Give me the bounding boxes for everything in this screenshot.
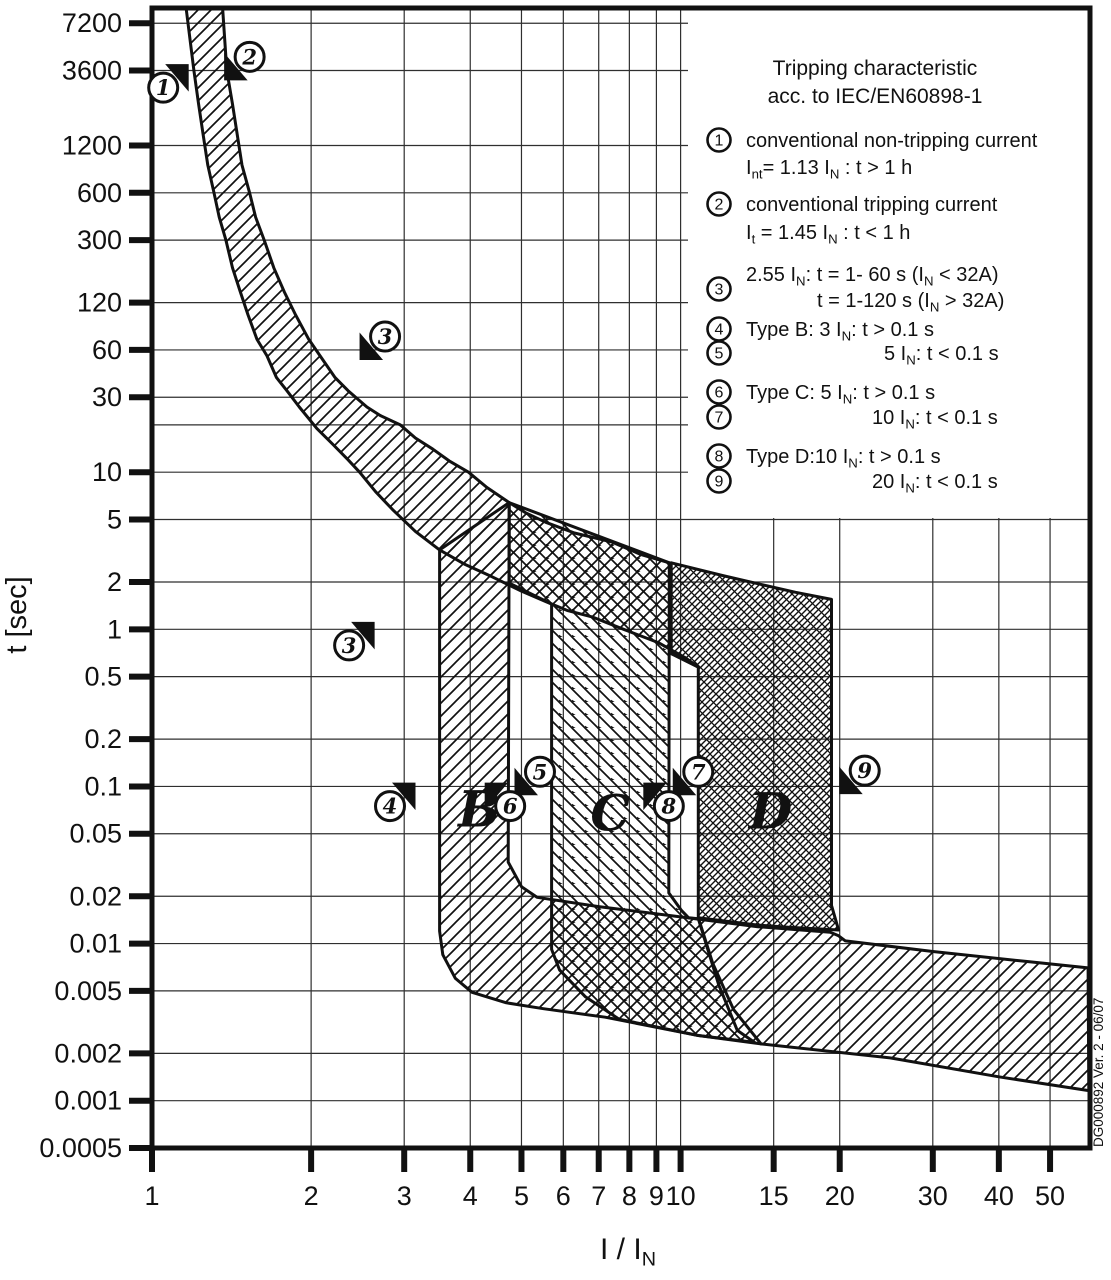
legend-item-text: $I_t = 1.45$ $I_N$ : t < 1 h xyxy=(746,222,911,247)
marker-number: 8 xyxy=(661,793,677,819)
marker-number: 2 xyxy=(242,44,257,70)
marker-number: 1 xyxy=(155,75,171,101)
y-tick-label: 0.01 xyxy=(69,928,122,959)
x-tick-label: 2 xyxy=(303,1181,319,1211)
y-tick-label: 60 xyxy=(91,334,122,365)
x-tick-label: 30 xyxy=(917,1181,948,1211)
x-tick-label: 7 xyxy=(591,1181,607,1211)
y-tick-label: 1200 xyxy=(61,130,122,161)
x-tick-label: 20 xyxy=(824,1181,855,1211)
y-tick-label: 0.0005 xyxy=(39,1133,122,1163)
legend-item-text: conventional tripping current xyxy=(746,194,998,216)
y-tick-label: 10 xyxy=(91,457,122,488)
legend-title: Tripping characteristic xyxy=(772,57,978,80)
y-tick-label: 3600 xyxy=(61,55,122,86)
legend-item-number: 5 xyxy=(714,345,724,363)
y-tick-label: 1 xyxy=(106,614,122,645)
marker-number: 4 xyxy=(382,793,398,819)
legend-item-number: 1 xyxy=(714,132,724,150)
legend-item-text: $I_{nt}= 1.13$ $I_N$ : t > 1 h xyxy=(746,157,913,182)
x-tick-label: 4 xyxy=(462,1181,478,1211)
legend-item-text: Type B: 3 $I_N$: t > 0.1 s xyxy=(746,319,934,344)
legend-item-number: 6 xyxy=(714,384,724,402)
legend-item-number: 7 xyxy=(714,409,724,427)
y-tick-label: 0.002 xyxy=(54,1038,122,1069)
zone-label-D: D xyxy=(748,781,793,841)
y-tick-label: 5 xyxy=(106,504,122,535)
legend-item-number: 3 xyxy=(714,281,724,299)
y-tick-label: 0.02 xyxy=(69,881,122,912)
legend-item-text: Type C: 5 $I_N$: t > 0.1 s xyxy=(746,382,936,407)
legend-title: acc. to IEC/EN60898-1 xyxy=(767,85,983,108)
y-tick-label: 600 xyxy=(76,177,122,208)
x-tick-label: 6 xyxy=(555,1181,571,1211)
y-axis-title: t [sec] xyxy=(1,576,33,654)
y-tick-label: 0.5 xyxy=(84,661,122,692)
marker-number: 7 xyxy=(690,759,706,785)
x-tick-label: 10 xyxy=(665,1181,696,1211)
zone-label-B: B xyxy=(458,779,501,839)
legend-item-text: 5 $I_N$: t < 0.1 s xyxy=(884,343,999,368)
y-tick-label: 0.05 xyxy=(69,818,122,849)
legend-item-text: 20 $I_N$: t < 0.1 s xyxy=(872,471,998,496)
marker-number: 5 xyxy=(532,759,548,785)
x-tick-label: 1 xyxy=(144,1181,160,1211)
watermark-text: DG000892 Ver. 2 - 06/07 xyxy=(1091,997,1106,1147)
marker-number: 9 xyxy=(857,758,873,784)
y-tick-label: 0.005 xyxy=(54,975,122,1006)
legend-item-text: 10 $I_N$: t < 0.1 s xyxy=(872,407,998,432)
y-tick-label: 120 xyxy=(76,287,122,318)
x-tick-label: 9 xyxy=(648,1181,664,1211)
legend-item-text: conventional non-tripping current xyxy=(746,130,1038,152)
y-tick-label: 0.1 xyxy=(84,771,122,802)
y-tick-label: 30 xyxy=(91,382,122,413)
legend-item-text: t = 1-120 s $(I_N > 32A)$ xyxy=(817,290,1005,315)
marker-number: 6 xyxy=(502,793,518,819)
y-tick-label: 0.001 xyxy=(54,1085,122,1116)
legend-item-number: 9 xyxy=(714,473,724,491)
document-watermark xyxy=(1091,998,1106,1147)
legend-item-number: 4 xyxy=(714,321,724,339)
legend-item-number: 8 xyxy=(714,448,724,466)
x-tick-label: 3 xyxy=(396,1181,412,1211)
marker-number: 3 xyxy=(341,632,357,658)
x-tick-label: 50 xyxy=(1035,1181,1066,1211)
y-tick-label: 300 xyxy=(76,225,122,256)
y-tick-label: 7200 xyxy=(61,8,122,39)
y-tick-label: 0.2 xyxy=(84,724,122,755)
x-tick-label: 15 xyxy=(758,1181,789,1211)
y-tick-label: 2 xyxy=(106,567,122,598)
legend-item-text: Type D:10 $I_N$: t > 0.1 s xyxy=(746,446,941,471)
zone-label-C: C xyxy=(590,783,631,843)
x-tick-label: 8 xyxy=(621,1181,637,1211)
legend-item-text: 2.55 $I_N$: t = 1- 60 s $(I_N < 32A)$ xyxy=(746,264,999,289)
x-tick-label: 40 xyxy=(983,1181,1014,1211)
marker-number: 3 xyxy=(377,324,393,350)
legend-item-number: 2 xyxy=(714,196,724,214)
x-tick-label: 5 xyxy=(513,1181,529,1211)
x-axis-title: I / $I_N$ xyxy=(600,1233,656,1271)
